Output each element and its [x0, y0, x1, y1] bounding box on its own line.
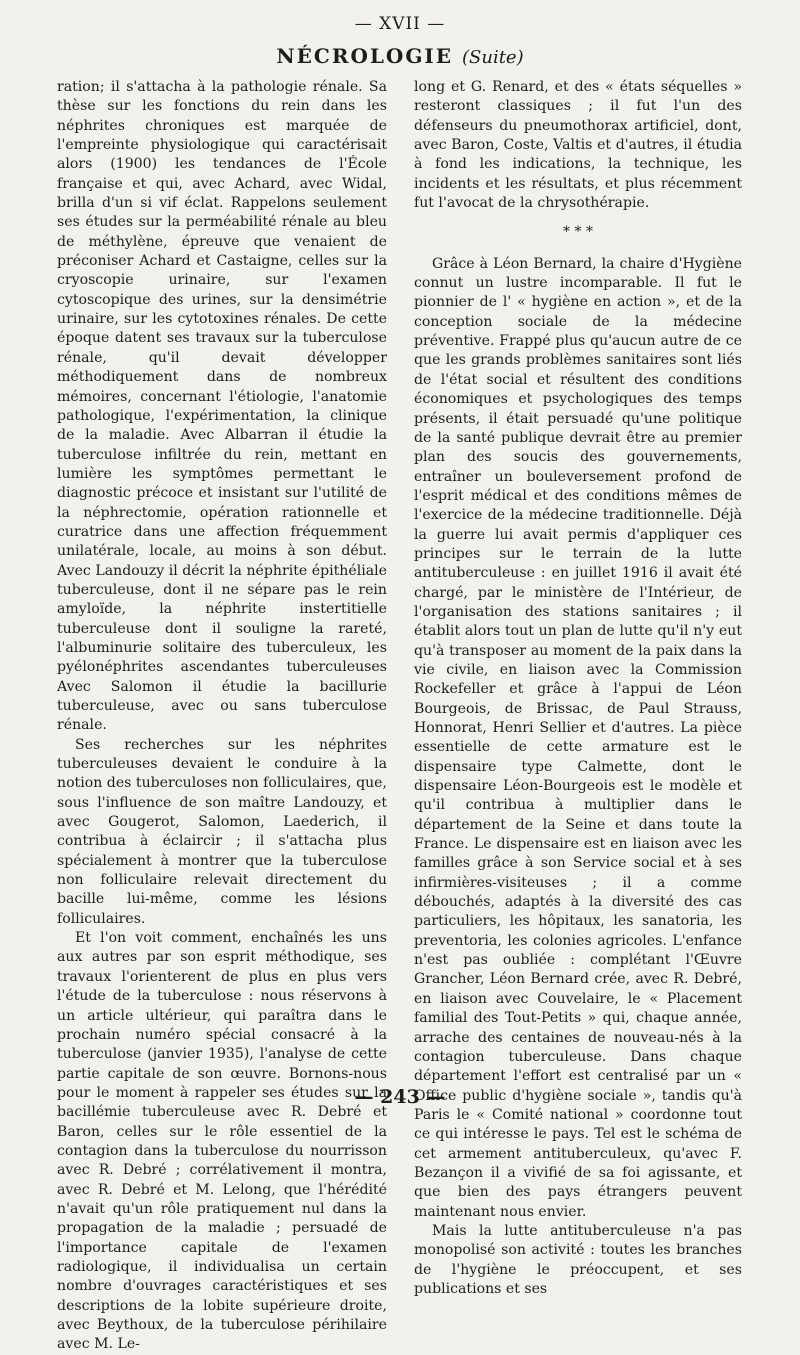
left-column	[57, 78, 387, 1355]
page-number: — 243 —	[354, 1086, 446, 1108]
section-title: NÉCROLOGIE	[276, 44, 454, 68]
right-column	[414, 78, 742, 1299]
roman-folio: — XVII —	[354, 14, 446, 34]
paragraph: Grâce à Léon Bernard, la chaire d'Hygiène connut un lustre incomparable. Il fut le pionnier de l' « hygiène en action », et de la conception sociale de la médecine préventive. Frappé plus qu'aucun autre de ce que les grands problèmes sanitaires sont liés de l'état social et résultent des conditions économiques et psychologiques des temps présents, il était persuadé qu'une politique de la santé publique devrait être au premier plan des soucis des gouvernements, entraîner un bouleversement profond de l'esprit médical et des conditions mêmes de l'exercice de la médecine traditionnelle. Déjà la guerre lui avait permis d'appliquer ces principes sur le terrain de la lutte antituberculeuse : en juillet 1916 il avait été chargé, par le ministère de l'Intérieur, de l'organisation des stations sanitaires ; il établit alors tout un plan de lutte qu'il n'y eut qu'à transposer au moment de la paix dans la vie civile, en liaison avec la Commission Rockefeller et grâce à l'appui de Léon Bourgeois, de Brissac, de Paul Strauss, Honnorat, Henri Sellier et d'autres. La pièce essentielle de cette armature est le dispensaire type Calmette, dont le dispensaire Léon-Bourgeois est le modèle et qu'il contribua à multiplier dans le département de la Seine et dans toute la France. Le dispensaire est en liaison avec les familles grâce à son Service social et à ses infirmières-visiteuses ; il a comme débouchés, adaptés à la diversité des cas particuliers, les hôpitaux, les sanatoria, les preventoria, les colonies agricoles. L'enfance n'est pas oubliée : complétant l'Œuvre Grancher, Léon Bernard crée, avec R. Debré, en liaison avec Couvelaire, le « Placement familial des Tout-Petits » qui, chaque année, arrache des centaines de nouveau-nés à la contagion tuberculeuse. Dans chaque département l'effort est centralisé par un « Office public d'hygiène sociale », tandis qu'à Paris le « Comité national » coordonne tout ce qui intéresse le pays. Tel est le schéma de cet armement antituberculeux, qu'avec F. Bezançon il a vivifié de sa foi agissante, et que bien des pays étrangers peuvent maintenant nous envier.	[414, 255, 742, 1220]
paragraph: Mais la lutte antituberculeuse n'a pas monopolisé son activité : toutes les branches de l'hygiène le préoccupent, et ses publications et ses	[414, 1222, 742, 1297]
paragraph: Et l'on voit comment, enchaînés les uns aux autres par son esprit méthodique, ses travaux l'orienterent de plus en plus vers l'étude de la tuberculose : nous réservons à un article ultérieur, qui paraîtra dans le prochain numéro spécial consacré à la tuberculose (janvier 1935), l'analyse de cette partie capitale de son œuvre. Bornons-nous pour le moment à rappeler ses études sur la bacillémie tuberculeuse avec R. Debré et Baron, celles sur le rôle essentiel de la contagion dans la tuberculose du nourrisson avec R. Debré ; corrélativement il montra, avec R. Debré et M. Lelong, que l'hérédité n'avait qu'un rôle pratiquement nul dans la propagation de la maladie ; persuadé de l'importance capitale de l'examen radiologique, il individualisa un certain nombre d'ouvrages caractéristiques et ses descriptions de la lobite supérieure droite, avec Beythoux, de la tuberculose périhilaire avec M. Le-	[57, 930, 387, 1353]
asterism-separator: * * *	[563, 224, 593, 241]
section-subtitle: (Suite)	[462, 47, 524, 68]
paragraph: Ses recherches sur les néphrites tuberculeuses devaient le conduire à la notion des tuberculoses non folliculaires, que, sous l'influence de son maître Landouzy, et avec Gougerot, Salomon, Laederich, il contribua à éclaircir ; il s'attacha plus spécialement à montrer que la tuberculose non folliculaire relevait directement du bacille lui-même, comme les lésions folliculaires.	[57, 736, 387, 927]
section-heading	[0, 44, 800, 68]
paragraph: long et G. Renard, et des « états séquelles » resteront classiques ; il fut l'un des défenseurs du pneumothorax artificiel, dont, avec Baron, Coste, Valtis et d'autres, il étudia à fond les indications, la technique, les incidents et les résultats, et plus récemment fut l'avocat de la chrysothérapie.	[414, 79, 742, 212]
paragraph: ration; il s'attacha à la pathologie rénale. Sa thèse sur les fonctions du rein dans les néphrites chroniques est marquée de l'empreinte physiologique qui caractérisait alors (1900) les tendances de l'École française et qui, avec Achard, avec Widal, brilla d'un si vif éclat. Rappelons seulement ses études sur la perméabilité rénale au bleu de méthylène, épreuve que venaient de préconiser Achard et Castaigne, celles sur la cryoscopie urinaire, sur l'examen cytoscopique des urines, sur la densimétrie urinaire, sur les cytotoxines rénales. De cette époque datent ses travaux sur la tuberculose rénale, qu'il devait développer méthodiquement dans de nombreux mémoires, concernant l'étiologie, l'anatomie pathologique, l'expérimentation, la clinique de la maladie. Avec Albarran il étudie la tuberculose infiltrée du rein, mettant en lumière les symptômes permettant le diagnostic précoce et insistant sur l'utilité de la néphrectomie, opération rationnelle et curatrice dans une affection fréquemment unilatérale, locale, au moins à son début. Avec Landouzy il décrit la néphrite épithéliale tuberculeuse, dont il ne sépare pas le rein amyloïde, la néphrite instertitielle tuberculeuse dont il souligne la rareté, l'albuminurie solitaire des tuberculeux, les pyélonéphrites ascendantes tuberculeuses Avec Salomon il étudie la bacillurie tuberculeuse, avec ou sans tuberculose rénale.	[57, 79, 387, 734]
